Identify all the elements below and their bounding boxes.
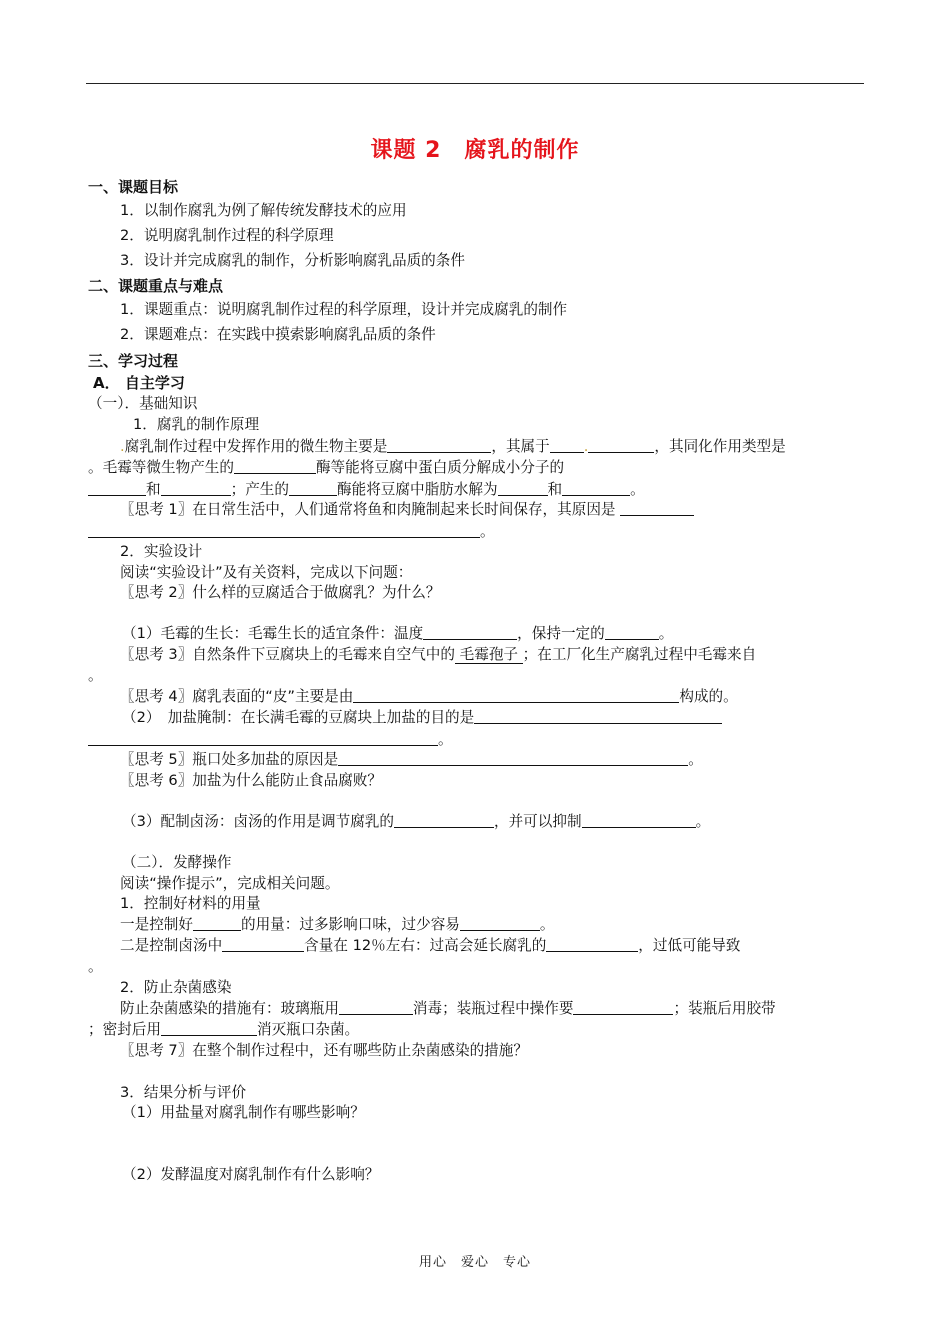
control-alcohol-cont: 。 (88, 958, 103, 975)
blank-salt[interactable] (193, 915, 241, 931)
part-1-heading: （一）．基础知识 (88, 395, 198, 412)
experiment-heading: 2．实验设计 (120, 543, 203, 560)
blank-small-molecule-2[interactable] (161, 480, 231, 496)
blank-alcohol[interactable] (222, 936, 304, 952)
think-5: 〖思考 5〗瓶口处多加盐的原因是 。 (120, 751, 703, 768)
subsection-a: A． 自主学习 (93, 374, 185, 392)
blank-kingdom-a[interactable] (550, 437, 584, 453)
control-salt: 一是控制好 的用量：过多影响口味，过少容易 。 (120, 916, 555, 933)
read-instructions-1: 阅读“实验设计”及有关资料，完成以下问题： (120, 564, 413, 581)
blank-spoil[interactable] (460, 915, 540, 931)
objective-1: 1．以制作腐乳为例了解传统发酵技术的应用 (120, 202, 407, 219)
results-heading: 3．结果分析与评价 (120, 1084, 247, 1101)
think-3-cont: 。 (88, 667, 103, 684)
blank-sterilize[interactable] (339, 999, 413, 1015)
contamination-line-1: 防止杂菌感染的措施有：玻璃瓶用 消毒；装瓶过程中操作要 ；装瓶后用胶带 (120, 1000, 776, 1017)
blank-humidity[interactable] (605, 624, 659, 640)
page-footer: 用心 爱心 专心 (418, 1255, 531, 1270)
blank-microbe[interactable] (387, 437, 491, 453)
answer-mold-spores: 毛霉孢子 (455, 646, 523, 663)
header-rule (86, 83, 864, 84)
salting: （2） 加盐腌制：在长满毛霉的豆腐块上加盐的目的是 (122, 708, 722, 728)
key-point: 1．课题重点：说明腐乳制作过程的科学原理，设计并完成腐乳的制作 (120, 301, 568, 318)
think-2: 〖思考 2〗什么样的豆腐适合于做腐乳？为什么？ (120, 584, 441, 601)
blank-think-1a[interactable] (620, 500, 694, 516)
blank-product-1[interactable] (498, 480, 548, 496)
think-3: 〖思考 3〗自然条件下豆腐块上的毛霉来自空气中的 毛霉孢子 ；在工厂化生产腐乳过程中毛霉来自 (120, 646, 757, 663)
blank-temperature[interactable] (423, 624, 517, 640)
salting-cont: 。 (88, 730, 453, 750)
mark-icon: . (583, 438, 589, 455)
control-heading: 1．控制好材料的用量 (120, 895, 261, 912)
blank-kingdom-b[interactable] (588, 437, 654, 453)
blank-enzyme[interactable] (234, 458, 316, 474)
blank-lipase[interactable] (289, 480, 337, 496)
think-4: 〖思考 4〗腐乳表面的“皮”主要是由 构成的。 (120, 688, 738, 705)
blank-flame[interactable] (161, 1020, 257, 1036)
blank-operation[interactable] (573, 999, 673, 1015)
blank-small-molecule-1[interactable] (88, 480, 146, 496)
mark-icon: . (120, 438, 125, 455)
control-alcohol: 二是控制卤汤中 含量在 12％左右：过高会延长腐乳的 ，过低可能导致 (120, 937, 741, 954)
results-q1: （1）用盐量对腐乳制作有哪些影响？ (122, 1104, 365, 1121)
blank-think-1b[interactable] (88, 522, 480, 538)
blank-salt-purpose-b[interactable] (88, 730, 438, 746)
blank-flavor[interactable] (394, 812, 494, 828)
read-instructions-2: 阅读“操作提示”，完成相关问题。 (120, 875, 340, 892)
difficulty: 2．课题难点：在实践中摸索影响腐乳品质的条件 (120, 326, 436, 343)
blank-maturation[interactable] (546, 936, 638, 952)
blank-product-2[interactable] (562, 480, 630, 496)
contamination-heading: 2．防止杂菌感染 (120, 979, 232, 996)
section-1-heading: 一、课题目标 (88, 178, 179, 196)
part-2-heading: （二）．发酵操作 (122, 854, 232, 871)
think-7: 〖思考 7〗在整个制作过程中，还有哪些防止杂菌感染的措施？ (120, 1042, 528, 1059)
brine: （3）配制卤汤：卤汤的作用是调节腐乳的 ，并可以抑制 。 (122, 813, 711, 830)
think-1-cont: 。 (88, 522, 495, 542)
page-title: 课题 2 腐乳的制作 (370, 138, 580, 163)
mold-growth: （1）毛霉的生长：毛霉生长的适宜条件：温度 ，保持一定的 。 (122, 625, 674, 642)
principle-line-3: 和 ；产生的 酶能将豆腐中脂肪水解为 和 。 (88, 480, 645, 500)
objective-3: 3．设计并完成腐乳的制作，分析影响腐乳品质的条件 (120, 252, 465, 269)
blank-salt-purpose-a[interactable] (474, 708, 722, 724)
section-3-heading: 三、学习过程 (88, 352, 179, 370)
objective-2: 2．说明腐乳制作过程的科学原理 (120, 227, 334, 244)
principle-line-1: .腐乳制作过程中发挥作用的微生物主要是 ，其属于 . ，其同化作用类型是 (120, 438, 786, 455)
blank-skin[interactable] (353, 687, 679, 703)
think-6: 〖思考 6〗加盐为什么能防止食品腐败？ (120, 772, 383, 789)
principle-line-2: 。毛霉等微生物产生的 酶等能将豆腐中蛋白质分解成小分子的 (88, 459, 565, 476)
blank-inhibit[interactable] (582, 812, 696, 828)
results-q2: （2）发酵温度对腐乳制作有什么影响？ (122, 1166, 380, 1183)
think-1: 〖思考 1〗在日常生活中，人们通常将鱼和肉腌制起来长时间保存，其原因是 (120, 500, 694, 520)
section-2-heading: 二、课题重点与难点 (88, 277, 224, 295)
principle-heading: 1．腐乳的制作原理 (133, 416, 260, 433)
contamination-line-2: ；密封后用 消灭瓶口杂菌。 (88, 1021, 360, 1038)
blank-bottle-salt[interactable] (338, 750, 688, 766)
